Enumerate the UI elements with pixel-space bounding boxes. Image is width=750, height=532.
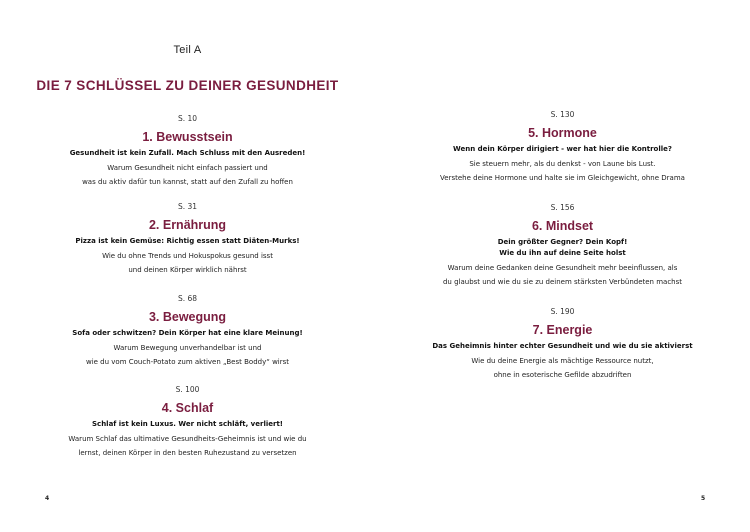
page-reference: S. 31 (177, 202, 198, 211)
chapter-description (0, 162, 375, 189)
chapter-subtitle (0, 328, 375, 339)
description-line: du glaubst und wie du sie zu deinem stärksten Verbündeten machst (442, 277, 683, 286)
subtitle-line: Gesundheit ist kein Zufall. Mach Schluss mit den Ausreden! (69, 149, 306, 157)
toc-entry-schlaf (0, 385, 375, 460)
page-reference: S. 68 (177, 294, 198, 303)
chapter-description (0, 433, 375, 460)
chapter-subtitle (0, 148, 375, 159)
toc-entry-bewegung (0, 294, 375, 369)
part-label: Teil A (173, 44, 202, 56)
page-reference: S. 156 (550, 203, 575, 212)
description-line: und deinen Körper wirklich nährst (128, 265, 247, 274)
subtitle-line: Dein größter Gegner? Dein Kopf! (497, 238, 628, 246)
chapter-subtitle (375, 237, 750, 259)
description-line: Warum Schlaf das ultimative Gesundheits-Geheimnis ist und wie du (68, 435, 307, 443)
description-line: Warum Gesundheit nicht einfach passiert und (107, 164, 268, 172)
chapter-subtitle (0, 236, 375, 247)
page-number: 5 (701, 495, 706, 502)
description-line: was du aktiv dafür tun kannst, statt auf den Zufall zu hoffen (82, 177, 293, 186)
description-line: lernst, deinen Körper in den besten Ruhezustand zu versetzen (78, 448, 297, 457)
subtitle-line: Pizza ist kein Gemüse: Richtig essen statt Diäten-Murks! (75, 237, 300, 245)
page-reference: S. 10 (177, 114, 198, 123)
toc-entry-ernaehrung (0, 202, 375, 277)
chapter-title: 1. Bewusstsein (142, 130, 233, 144)
description-line: ohne in esoterische Gefilde abzudriften (493, 370, 632, 379)
page-reference: S. 190 (550, 307, 575, 316)
chapter-description (375, 262, 750, 289)
toc-entry-hormone (375, 110, 750, 185)
toc-entry-bewusstsein (0, 114, 375, 189)
chapter-description (375, 355, 750, 382)
chapter-title: 7. Energie (532, 323, 593, 337)
chapter-description (0, 342, 375, 369)
contents-heading: DIE 7 SCHLÜSSEL ZU DEINER GESUNDHEIT (36, 78, 339, 93)
chapter-subtitle (375, 341, 750, 352)
chapter-title: 3. Bewegung (148, 310, 227, 324)
page-number: 4 (45, 495, 50, 502)
description-line: Wie du ohne Trends und Hokuspokus gesund isst (102, 252, 273, 260)
chapter-title: 4. Schlaf (161, 401, 214, 415)
description-line: Verstehe deine Hormone und halte sie im Gleichgewicht, ohne Drama (440, 173, 685, 182)
chapter-description (0, 250, 375, 277)
chapter-title: 5. Hormone (528, 126, 597, 140)
toc-entry-mindset (375, 203, 750, 289)
chapter-title: 2. Ernährung (148, 218, 227, 232)
chapter-subtitle (0, 419, 375, 430)
chapter-subtitle (375, 144, 750, 155)
chapter-description (375, 158, 750, 185)
description-line: Sie steuern mehr, als du denkst - von Laune bis Lust. (469, 160, 656, 168)
subtitle-line: Das Geheimnis hinter echter Gesundheit und wie du sie aktivierst (432, 342, 693, 350)
description-line: Wie du deine Energie als mächtige Ressource nutzt, (471, 357, 654, 365)
subtitle-line: Wie du ihn auf deine Seite holst (499, 249, 626, 257)
subtitle-line: Sofa oder schwitzen? Dein Körper hat eine klare Meinung! (72, 329, 303, 337)
subtitle-line: Wenn dein Körper dirigiert - wer hat hier die Kontrolle? (453, 145, 672, 153)
subtitle-line: Schlaf ist kein Luxus. Wer nicht schläft, verliert! (92, 420, 283, 428)
chapter-title: 6. Mindset (531, 219, 594, 233)
page-reference: S. 130 (550, 110, 575, 119)
description-line: Warum Bewegung unverhandelbar ist und (113, 344, 262, 352)
description-line: Warum deine Gedanken deine Gesundheit mehr beeinflussen, als (447, 264, 678, 272)
description-line: wie du vom Couch-Potato zum aktiven „Best Boddy“ wirst (85, 357, 290, 366)
right-page (375, 0, 750, 532)
page-reference: S. 100 (175, 385, 200, 394)
toc-entry-energie (375, 307, 750, 382)
